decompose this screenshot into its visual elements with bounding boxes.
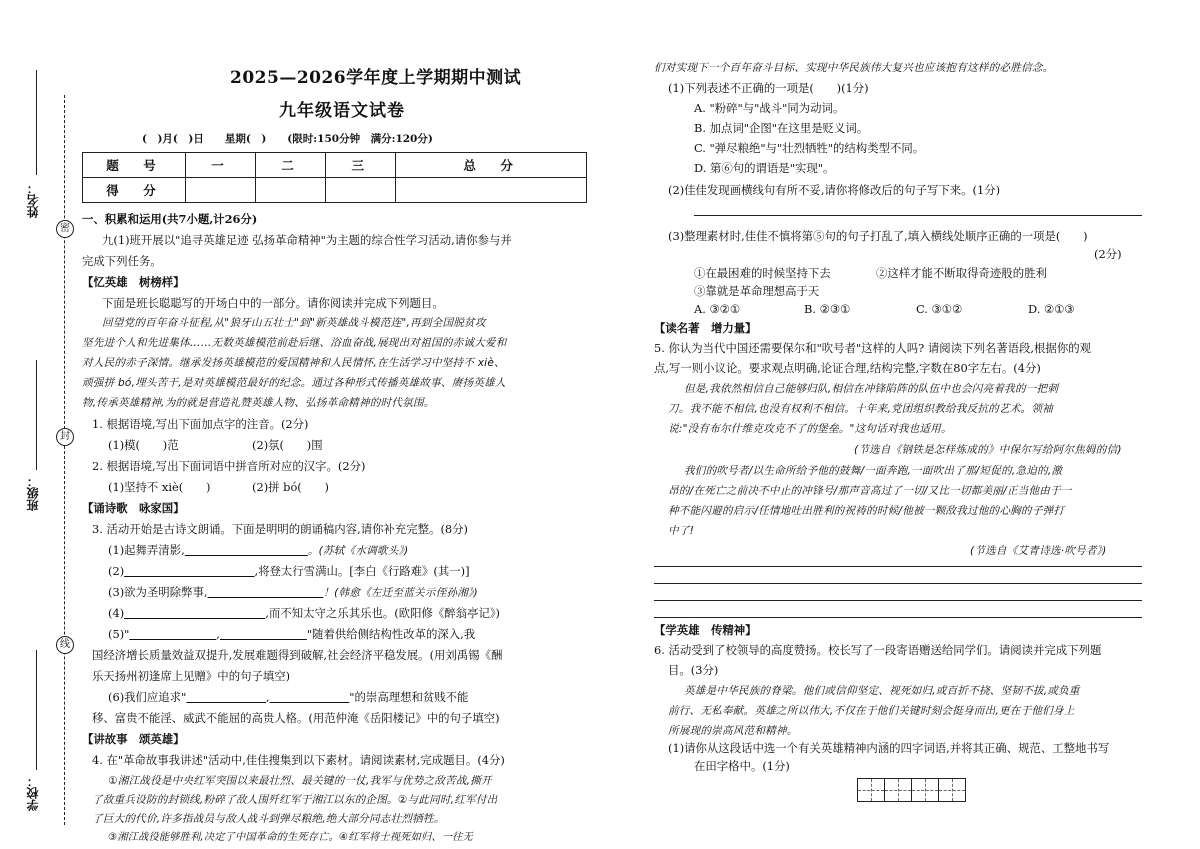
question-5: 5. 你认为当代中国还需要保尔和"吹号者"这样的人吗? 请阅读下列名著语段,根据你的观 (654, 341, 1091, 355)
message-line: 所展现的崇高风范和精神。 (668, 725, 798, 737)
section1-intro: 九(1)班开展以"追寻英雄足迹 弘扬革命精神"为主题的综合性学习活动,请你参与并 (102, 233, 512, 247)
school-blank[interactable] (36, 650, 37, 770)
excerpt-line: 昂的/在死亡之前决不中止的冲锋号/那声音高过了一切/又比一切都美丽/正当他由于一 (668, 485, 1072, 497)
left-bottom-strip (82, 0, 587, 849)
class-blank[interactable] (36, 360, 37, 470)
option-a[interactable]: A. "粉碎"与"战斗"同为动词。 (694, 101, 845, 115)
question-4-3: (3)整理素材时,佳佳不慎将第⑤句的句子打乱了,填入横线处顺序正确的一项是( ) (668, 229, 1088, 243)
q3-3-source: ！(韩愈《左迁至蓝关示侄孙湘》) (323, 587, 478, 599)
excerpt-line: 刀。我不能不相信,也没有权利不相信。十年来,党团组织教给我反抗的艺术。领袖 (668, 403, 1053, 415)
excerpt-line: 说:"没有布尔什维克攻克不了的堡垒。"这句话对我也适用。 (668, 423, 952, 435)
tianzige-cell[interactable] (939, 779, 965, 801)
question-5: 点,写一则小议论。要求观点明确,论证合理,结构完整,字数在80字左右。(4分) (654, 361, 1041, 375)
section1-title: 一、积累和运用(共7小题,计26分) (82, 212, 258, 226)
continued-line: 们对实现下一个百年奋斗目标、实现中华民族伟大复兴也应该抱有这样的必胜信念。 (654, 62, 1054, 74)
exam-title: 2025—2026学年度上学期期中测试 (230, 68, 522, 88)
binding-margin (0, 0, 78, 849)
passage-line: 坚先进个人和先进集体……无数英雄模范前赴后继、浴血奋战,展现出对祖国的赤诚大爱和 (82, 337, 507, 349)
subsection-tag: 【学英雄 传精神】 (654, 623, 757, 637)
subsection-tag: 【读名著 增力量】 (654, 321, 757, 335)
excerpt-source: (节选自《钢铁是怎样炼成的》中保尔写给阿尔焦姆的信) (854, 444, 1122, 456)
passage-line: 顽强拼 bó,埋头苦干,是对英雄模范最好的纪念。通过各种形式传播英雄故事、赓扬英雄人 (82, 377, 506, 389)
q3-2: (2) ,将登太行雪满山。[李白《行路难》(其一)] (108, 564, 470, 578)
question-4-1: (1)下列表述不正确的一项是( )(1分) (668, 81, 869, 95)
question-4: 4. 在"革命故事我讲述"活动中,佳佳搜集到以下素材。请阅读素材,完成题目。(4分) (92, 753, 505, 767)
passage-line: 对人民的赤子深情。继承发扬英雄模范的爱国精神和人民情怀,在生活学习中坚持不 xiè、 (82, 357, 505, 369)
score-row-label: 得 分 (83, 178, 186, 203)
seal-feng: 封 (56, 428, 74, 446)
seal-mi: 密 (56, 220, 74, 238)
choice-a[interactable]: A. ③②① (694, 302, 741, 316)
name-blank[interactable] (36, 70, 37, 175)
order-option: ①在最困难的时候坚持下去 (694, 266, 831, 280)
order-option: ②这样才能不断取得奇迹般的胜利 (876, 266, 1047, 280)
answer-line[interactable] (654, 583, 1142, 584)
right-column (654, 0, 1147, 849)
message-line: 前行、无私奉献。英雄之所以伟大,不仅在于他们关键时刻会挺身而出,更在于他们身上 (668, 705, 1075, 717)
q3-5-line: 国经济增长质量效益双提升,发展难题得到破解,社会经济平稳发展。(用刘禹锡《酬 (92, 648, 503, 662)
q2-item[interactable]: (2)拼 bó( ) (252, 480, 329, 494)
q3-6-text: "的崇高理想和贫贱不能 (349, 690, 469, 704)
option-d[interactable]: D. 第⑥句的谓语是"实现"。 (694, 161, 835, 175)
seal-xian: 线 (56, 636, 74, 654)
tianzige-cell[interactable] (885, 779, 912, 801)
q1-item[interactable]: (2)氛( )围 (252, 438, 323, 452)
choice-c[interactable]: C. ③①② (916, 302, 963, 316)
tianzige-grid[interactable] (857, 778, 966, 802)
material-line: ①湘江战役是中央红军突围以来最壮烈、最关键的一仗,我军与优势之敌苦战,撕开 (108, 775, 492, 787)
q2-item[interactable]: (1)坚持不 xiè( ) (108, 480, 211, 494)
question-3: 3. 活动开始是古诗文朗诵。下面是明明的朗诵稿内容,请你补充完整。(8分) (92, 522, 468, 536)
q3-5: (5)" , "随着供给侧结构性改革的深入,我 (108, 627, 476, 641)
tianzige-cell[interactable] (858, 779, 885, 801)
q1-item[interactable]: (1)模( )范 (108, 438, 179, 452)
q3-5-line: 乐天扬州初逢席上见赠》中的句子填空) (92, 669, 291, 683)
option-b[interactable]: B. 加点词"企图"在这里是贬义词。 (694, 121, 869, 135)
question-6: 目。(3分) (668, 663, 719, 677)
question-1: 1. 根据语境,写出下面加点字的注音。(2分) (92, 417, 309, 431)
answer-line[interactable] (694, 215, 1142, 216)
material-line-short (108, 828, 473, 843)
option-c[interactable]: C. "弹尽粮绝"与"壮烈牺牲"的结构类型不同。 (694, 141, 925, 155)
q3-6-label: (6)我们应追求" (108, 690, 187, 704)
answer-line[interactable] (654, 617, 1142, 618)
score-head-cell: 总 分 (396, 153, 587, 178)
score-head-cell: 一 (186, 153, 256, 178)
excerpt-line: 中了! (668, 525, 695, 537)
school-label: 学校： (26, 775, 40, 811)
q3-1-source: 。(苏轼《水调歌头》) (307, 545, 409, 557)
material-underlined: ③湘江战役能够胜利,决定了中国革命的生死存亡。④红军将士视死如归、一往无 (108, 832, 473, 843)
passage-line: 回望党的百年奋斗征程,从"狼牙山五壮士"到"新英雄战斗模范连",再到全国脱贫攻 (102, 317, 486, 329)
score-head-cell: 二 (256, 153, 326, 178)
passage-line: 物,传承英雄精神,为的就是营造礼赞英雄人物、弘扬革命精神的时代氛围。 (82, 397, 435, 409)
section1-intro: 完成下列任务。 (82, 254, 162, 268)
question-6: 6. 活动受到了校领导的高度赞扬。校长写了一段寄语赠送给同学们。请阅读并完成下列题 (654, 643, 1102, 657)
q3-3-text: (3)欲为圣明除弊事, (108, 585, 208, 599)
choice-d[interactable]: D. ②①③ (1028, 302, 1075, 316)
excerpt-line: 但是,我依然相信自己能够归队,相信在冲锋陷阵的队伍中也会闪亮着我的一把刺 (684, 383, 1059, 395)
tianzige-cell[interactable] (912, 779, 939, 801)
question-6-1: 在田字格中。(1分) (694, 759, 790, 773)
q3-4-label: (4) (108, 606, 125, 620)
message-line: 英雄是中华民族的脊梁。他们或信仰坚定、视死如归,或百折不挠、坚韧不拔,或负重 (684, 685, 1080, 697)
answer-line[interactable] (654, 600, 1142, 601)
score-note: (2分) (1094, 247, 1122, 261)
subsection-tag: 【忆英雄 树榜样】 (82, 275, 185, 289)
q3-2-text: ,将登太行雪满山。[李白《行路难》(其一)] (254, 564, 470, 578)
answer-line[interactable] (654, 566, 1142, 567)
exam-subtitle: 九年级语文试卷 (279, 101, 405, 121)
question-2: 2. 根据语境,写出下面词语中拼音所对应的汉字。(2分) (92, 459, 366, 473)
choice-b[interactable]: B. ②③① (804, 302, 851, 316)
q3-6-line: 移、富贵不能淫、威武不能屈的高贵人格。(用范仲淹《岳阳楼记》中的句子填空) (92, 711, 500, 725)
subsection-tag: 【诵诗歌 咏家国】 (82, 501, 185, 515)
material-line: 了巨大的代价,许多指战员与敌人战斗到弹尽粮绝,绝大部分同志壮烈牺牲。 (92, 813, 445, 825)
order-option: ③靠就是革命理想高于天 (694, 284, 820, 298)
binding-dashed-line (64, 95, 65, 825)
lead-text: 下面是班长聪聪写的开场白中的一部分。请你阅读并完成下列题目。 (102, 296, 444, 310)
question-6-1: (1)请你从这段话中选一个有关英雄精神内涵的四字词语,并将其正确、规范、工整地书写 (668, 741, 1110, 755)
score-head-cell: 三 (326, 153, 396, 178)
subsection-tag: 【讲故事 颂英雄】 (82, 732, 185, 746)
excerpt-source: (节选自《艾青诗选·吹号者》) (970, 545, 1107, 557)
score-head-cell: 题 号 (83, 153, 186, 178)
material-line: 了敌重兵设防的封锁线,粉碎了敌人围歼红军于湘江以东的企图。②与此同时,红军付出 (92, 794, 498, 806)
name-label: 姓名： (26, 182, 40, 218)
q3-4-text: ,而不知太守之乐其乐也。(欧阳修《醉翁亭记》) (265, 606, 500, 620)
date-line: ( )月( )日 星期( ) (限时:150分钟 满分:120分) (142, 133, 433, 145)
class-label: 班级： (26, 475, 40, 511)
excerpt-line: 种不能闪避的启示/任情地吐出胜利的祝祷的时候/他被一颗敌我过他的心胸的子弹打 (668, 505, 1065, 517)
question-4-2: (2)佳佳发现画横线句有所不妥,请你将修改后的句子写下来。(1分) (668, 183, 1001, 197)
q3-6: (6)我们应追求" , "的崇高理想和贫贱不能 (108, 690, 469, 704)
q3-1-text: (1)起舞弄清影, (108, 543, 185, 557)
q3-5-text: "随着供给侧结构性改革的深入,我 (306, 627, 476, 641)
q3-5-label: (5)" (108, 627, 130, 641)
excerpt-line: 我们的吹号者/以生命所给予他的鼓舞/一面奔跑,一面吹出了那/短促的,急迫的,激 (684, 465, 1063, 477)
